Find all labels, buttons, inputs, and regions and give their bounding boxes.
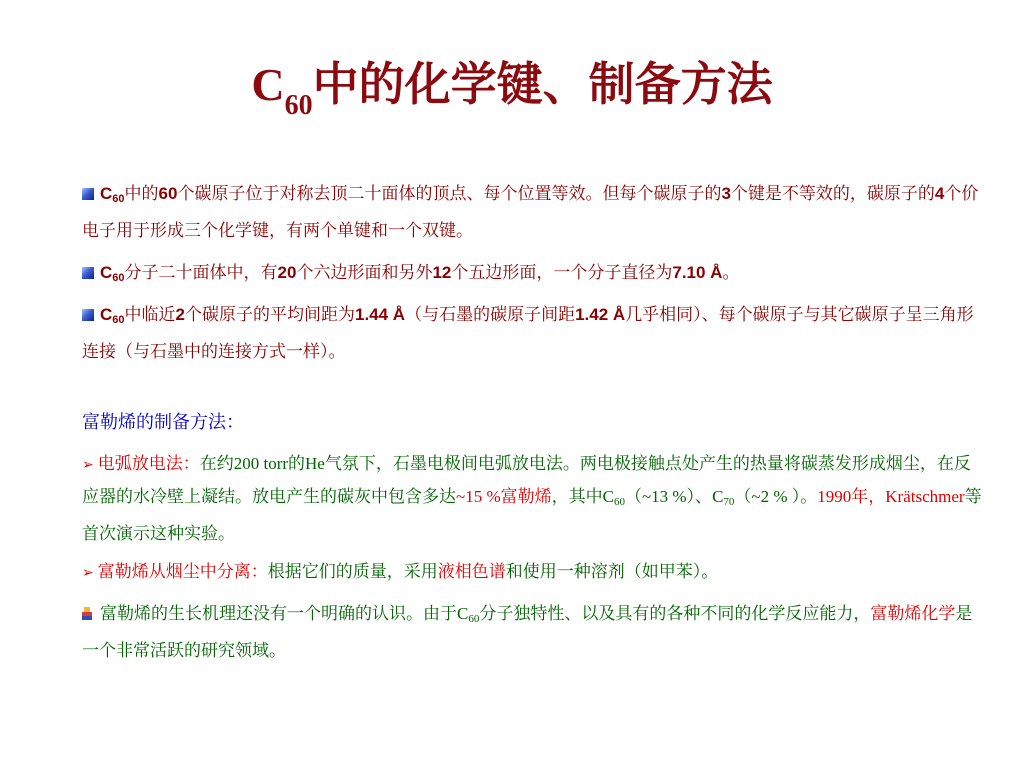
paragraph-growth-mechanism: 富勒烯的生长机理还没有一个明确的认识。由于C60分子独特性、以及具有的各种不同的化学反应能力，富勒烯化学是一个非常活跃的研究领域。 <box>82 604 973 661</box>
arrow-bullet-icon: ➢ <box>82 565 94 581</box>
method-separation: ➢ 富勒烯从烟尘中分离：根据它们的质量，采用液相色谱和使用一种溶剂（如甲苯）。 <box>82 562 719 582</box>
square-bullet-icon <box>82 267 94 279</box>
paragraph-c60-structure: C60中的60个碳原子位于对称去顶二十面体的顶点、每个位置等效。但每个碳原子的3个键是不等效的，碳原子的4个价电子用于形成三个化学键，有两个单键和一个双键。 <box>82 184 979 241</box>
section-title-preparation: 富勒烯的制备方法： <box>82 412 244 433</box>
arrow-bullet-icon: ➢ <box>82 457 94 473</box>
square-bullet-icon <box>82 309 94 321</box>
stacked-squares-bullet-icon <box>82 607 94 621</box>
paragraph-c60-spacing: C60中临近2个碳原子的平均间距为1.44 Å（与石墨的碳原子间距1.42 Å几乎相同）、每个碳原子与其它碳原子呈三角形连接（与石墨中的连接方式一样）。 <box>82 305 974 362</box>
page-title: $C_{60}$中的化学键、制备方法 <box>251 59 773 121</box>
method-arc-discharge: ➢ 电弧放电法：在约200 torr的He气氛下，石墨电极间电弧放电法。两电极接触点处产生的热量将碳蒸发形成烟尘，在反应器的水冷壁上凝结。放电产生的碳灰中包含多达~15 %富勒烯，其中C60（~13 %）、C70（~2 % ）。1990年，Krätschmer等首次演示这种实验。 <box>82 454 982 544</box>
square-bullet-icon <box>82 188 94 200</box>
paragraph-c60-faces: C60分子二十面体中，有20个六边形面和另外12个五边形面，一个分子直径为7.10 Å。 <box>82 257 982 294</box>
